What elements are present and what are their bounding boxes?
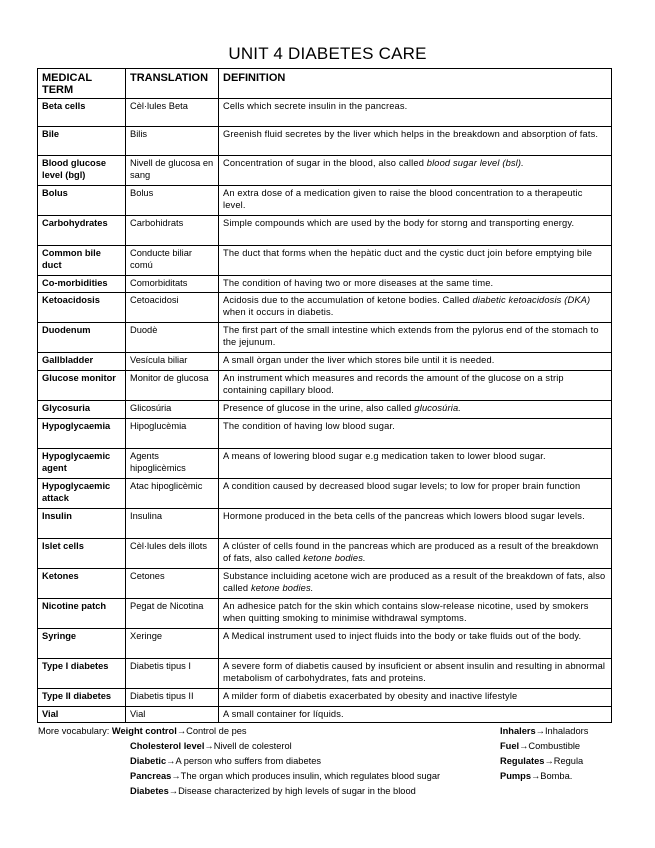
translation-cell: Bolus	[126, 185, 219, 215]
translation-cell: Duodè	[126, 322, 219, 352]
table-row	[38, 568, 612, 598]
translation-cell: Vial	[126, 706, 219, 722]
definition-text: A small òrgan under the liver which stores bile until it is needed.	[223, 354, 495, 365]
medical-term-cell: Bile	[38, 126, 126, 155]
medical-term-cell: Ketoacidosis	[38, 292, 126, 322]
column-header-definition: DEFINITION	[219, 69, 612, 99]
medical-term-cell: Bolus	[38, 185, 126, 215]
translation-cell: Vesícula biliar	[126, 352, 219, 370]
definition-text: Greenish fluid secretes by the liver which helps in the breakdown and absorption of fats.	[223, 128, 599, 139]
medical-term-cell: Type I diabetes	[38, 658, 126, 688]
arrow-icon: →	[171, 771, 181, 781]
medical-term-cell: Hypoglycaemic agent	[38, 448, 126, 478]
medical-term-cell: Nicotine patch	[38, 598, 126, 628]
translation-cell: Xeringe	[126, 628, 219, 658]
vocab-term: Weight control	[111, 726, 177, 736]
definition-text: An instrument which measures and records the amount of the glucose on a strip containing capillary blood.	[223, 372, 564, 395]
table-row	[38, 598, 612, 628]
medical-term-cell: Vial	[38, 706, 126, 722]
definition-text: Simple compounds which are used by the body for storng and transporting energy.	[223, 217, 575, 228]
table-row	[38, 448, 612, 478]
definition-text: A Medical instrument used to inject fluids into the body or take fluids out of the body.	[223, 630, 582, 641]
translation-cell: Cèl·lules dels illots	[126, 538, 219, 568]
table-row	[38, 688, 612, 706]
column-header-translation: TRANSLATION	[126, 69, 219, 99]
table-row	[38, 370, 612, 400]
definition-italic-term: blood sugar level (bsl).	[426, 157, 524, 168]
definition-cell	[219, 352, 612, 370]
table-row	[38, 98, 612, 126]
definition-text: Substance incluiding acetone wich are produced as a result of the breakdown of fats, also called	[223, 570, 606, 593]
definition-text: Concentration of sugar in the blood, also called	[223, 157, 427, 168]
definition-text: The duct that forms when the hepàtic duct and the cystic duct join before emptying bile	[223, 247, 593, 258]
arrow-icon: →	[166, 756, 176, 766]
column-header-medical-term: MEDICAL TERM	[38, 69, 126, 99]
definition-cell	[219, 418, 612, 448]
translation-cell: Diabetis tipus I	[126, 658, 219, 688]
more-vocabulary-label: More vocabulary:	[38, 726, 110, 736]
table-row	[38, 658, 612, 688]
definition-cell	[219, 598, 612, 628]
definition-text: A condition caused by decreased blood sugar levels; to low for proper brain function	[223, 480, 581, 491]
vocab-term: Pumps	[500, 771, 531, 781]
medical-term-cell: Co-morbidities	[38, 275, 126, 292]
definition-cell	[219, 478, 612, 508]
table-row	[38, 322, 612, 352]
arrow-icon: →	[531, 771, 541, 781]
table-row	[38, 706, 612, 722]
glossary-table	[37, 68, 612, 723]
medical-term-cell: Gallbladder	[38, 352, 126, 370]
translation-cell: Cetones	[126, 568, 219, 598]
definition-cell	[219, 322, 612, 352]
table-row	[38, 155, 612, 185]
vocab-meaning: The organ which produces insulin, which regulates blood sugar	[180, 771, 441, 781]
vocab-term: Cholesterol level	[130, 741, 205, 751]
vocab-term: Diabetic	[130, 756, 167, 766]
arrow-icon: →	[176, 726, 187, 736]
vocab-meaning: Disease characterized by high levels of sugar in the blood	[178, 786, 416, 796]
definition-text: A clúster of cells found in the pancreas which are produced as a result of the breakdown of fats, also called	[223, 540, 599, 563]
definition-cell	[219, 538, 612, 568]
glossary-body	[38, 98, 612, 722]
vocab-meaning: Regula	[553, 756, 584, 766]
medical-term-cell: Carbohydrates	[38, 215, 126, 245]
medical-term-cell: Duodenum	[38, 322, 126, 352]
definition-cell	[219, 400, 612, 418]
medical-term-cell: Syringe	[38, 628, 126, 658]
table-header-row	[38, 69, 612, 99]
translation-cell: Agents hipoglicèmics	[126, 448, 219, 478]
medical-term-cell: Type II diabetes	[38, 688, 126, 706]
vocab-term: Diabetes	[130, 786, 169, 796]
translation-cell: Diabetis tipus II	[126, 688, 219, 706]
definition-cell	[219, 185, 612, 215]
table-row	[38, 628, 612, 658]
translation-cell: Cetoacidosi	[126, 292, 219, 322]
translation-cell: Carbohidrats	[126, 215, 219, 245]
table-row	[38, 352, 612, 370]
table-row	[38, 538, 612, 568]
definition-cell	[219, 628, 612, 658]
definition-text: An extra dose of a medication given to raise the blood concentration to a therapeutic level.	[223, 187, 583, 210]
more-vocabulary-right	[500, 724, 588, 784]
table-row	[38, 126, 612, 155]
vocab-item	[500, 739, 588, 754]
medical-term-cell: Insulin	[38, 508, 126, 538]
definition-text: A small container for líquids.	[223, 708, 344, 719]
definition-cell	[219, 98, 612, 126]
medical-term-cell: Common bile duct	[38, 245, 126, 275]
definition-text: Acidosis due to the accumulation of ketone bodies. Called	[223, 294, 473, 305]
vocab-item	[500, 724, 588, 739]
translation-cell: Atac hipoglicèmic	[126, 478, 219, 508]
vocab-item	[38, 769, 440, 784]
table-row	[38, 292, 612, 322]
arrow-icon: →	[519, 741, 529, 751]
definition-text: A milder form of diabetis exacerbated by obesity and inactive lifestyle	[223, 690, 518, 701]
vocab-meaning: Inhaladors	[544, 726, 589, 736]
definition-cell	[219, 292, 612, 322]
definition-text: An adhesice patch for the skin which contains slow-release nicotine, used by smokers when quitting smoking to minimise withdrawal symptoms.	[223, 600, 589, 623]
definition-italic-term: glucosúria.	[414, 402, 462, 413]
arrow-icon: →	[535, 726, 545, 736]
definition-cell	[219, 126, 612, 155]
vocab-term: Fuel	[500, 741, 520, 751]
page-title: UNIT 4 DIABETES CARE	[228, 44, 427, 63]
medical-term-cell: Ketones	[38, 568, 126, 598]
medical-term-cell: Glycosuria	[38, 400, 126, 418]
vocab-item	[500, 769, 588, 784]
table-row	[38, 508, 612, 538]
vocab-term: Regulates	[500, 756, 545, 766]
vocab-meaning: Combustible	[528, 741, 581, 751]
more-vocabulary-left	[38, 724, 440, 799]
definition-cell	[219, 658, 612, 688]
arrow-icon: →	[168, 786, 179, 796]
medical-term-cell: Glucose monitor	[38, 370, 126, 400]
definition-text: A means of lowering blood sugar e.g medication taken to lower blood sugar.	[223, 450, 546, 461]
vocab-term: Inhalers	[500, 726, 536, 736]
definition-cell	[219, 568, 612, 598]
translation-cell: Cèl·lules Beta	[126, 98, 219, 126]
translation-cell: Glicosúria	[126, 400, 219, 418]
vocab-term: Pancreas	[130, 771, 172, 781]
vocab-meaning: A person who suffers from diabetes	[175, 756, 322, 766]
table-row	[38, 245, 612, 275]
vocab-meaning: Bomba.	[540, 771, 573, 781]
medical-term-cell: Hypoglycaemic attack	[38, 478, 126, 508]
table-row	[38, 418, 612, 448]
definition-cell	[219, 215, 612, 245]
vocab-item	[38, 784, 440, 799]
definition-italic-term: ketone bodies.	[250, 582, 314, 593]
definition-cell	[219, 245, 612, 275]
definition-text-after: when it occurs in diabetis.	[223, 306, 334, 317]
definition-text: The condition of having two or more diseases at the same time.	[223, 277, 494, 288]
definition-cell	[219, 155, 612, 185]
table-row	[38, 185, 612, 215]
vocab-meaning: Nivell de colesterol	[213, 741, 292, 751]
definition-cell	[219, 706, 612, 722]
definition-text: The condition of having low blood sugar.	[223, 420, 395, 431]
table-row	[38, 478, 612, 508]
translation-cell: Hipoglucèmia	[126, 418, 219, 448]
vocab-item	[38, 724, 440, 739]
arrow-icon: →	[544, 756, 554, 766]
vocab-item	[38, 739, 440, 754]
definition-text: Cells which secrete insulin in the pancreas.	[223, 100, 408, 111]
definition-cell	[219, 448, 612, 478]
medical-term-cell: Hypoglycaemia	[38, 418, 126, 448]
definition-text: A severe form of diabetis caused by insuficient or absent insulin and resulting in abnormal metabolism of carbohydrates, fats and proteins.	[223, 660, 606, 683]
definition-cell	[219, 275, 612, 292]
definition-cell	[219, 370, 612, 400]
table-row	[38, 275, 612, 292]
vocab-item	[38, 754, 440, 769]
vocab-meaning: Control de pes	[186, 726, 247, 736]
translation-cell: Bilis	[126, 126, 219, 155]
translation-cell: Conducte biliar comú	[126, 245, 219, 275]
translation-cell: Comorbiditats	[126, 275, 219, 292]
definition-text: Presence of glucose in the urine, also called	[223, 402, 415, 413]
definition-italic-term: ketone bodies.	[303, 552, 366, 563]
definition-cell	[219, 508, 612, 538]
translation-cell: Monitor de glucosa	[126, 370, 219, 400]
definition-text: The first part of the small intestine which extends from the pylorus end of the stomach to the jejunum.	[223, 324, 599, 347]
translation-cell: Insulina	[126, 508, 219, 538]
medical-term-cell: Islet cells	[38, 538, 126, 568]
definition-italic-term: diabetic ketoacidosis (DKA)	[472, 294, 591, 305]
medical-term-cell: Beta cells	[38, 98, 126, 126]
translation-cell: Nivell de glucosa en sang	[126, 155, 219, 185]
definition-cell	[219, 688, 612, 706]
table-row	[38, 400, 612, 418]
table-row	[38, 215, 612, 245]
definition-text: Hormone produced in the beta cells of the pancreas which lowers blood sugar levels.	[223, 510, 585, 521]
vocab-item	[500, 754, 588, 769]
medical-term-cell: Blood glucose level (bgl)	[38, 155, 126, 185]
arrow-icon: →	[204, 741, 214, 751]
translation-cell: Pegat de Nicotina	[126, 598, 219, 628]
